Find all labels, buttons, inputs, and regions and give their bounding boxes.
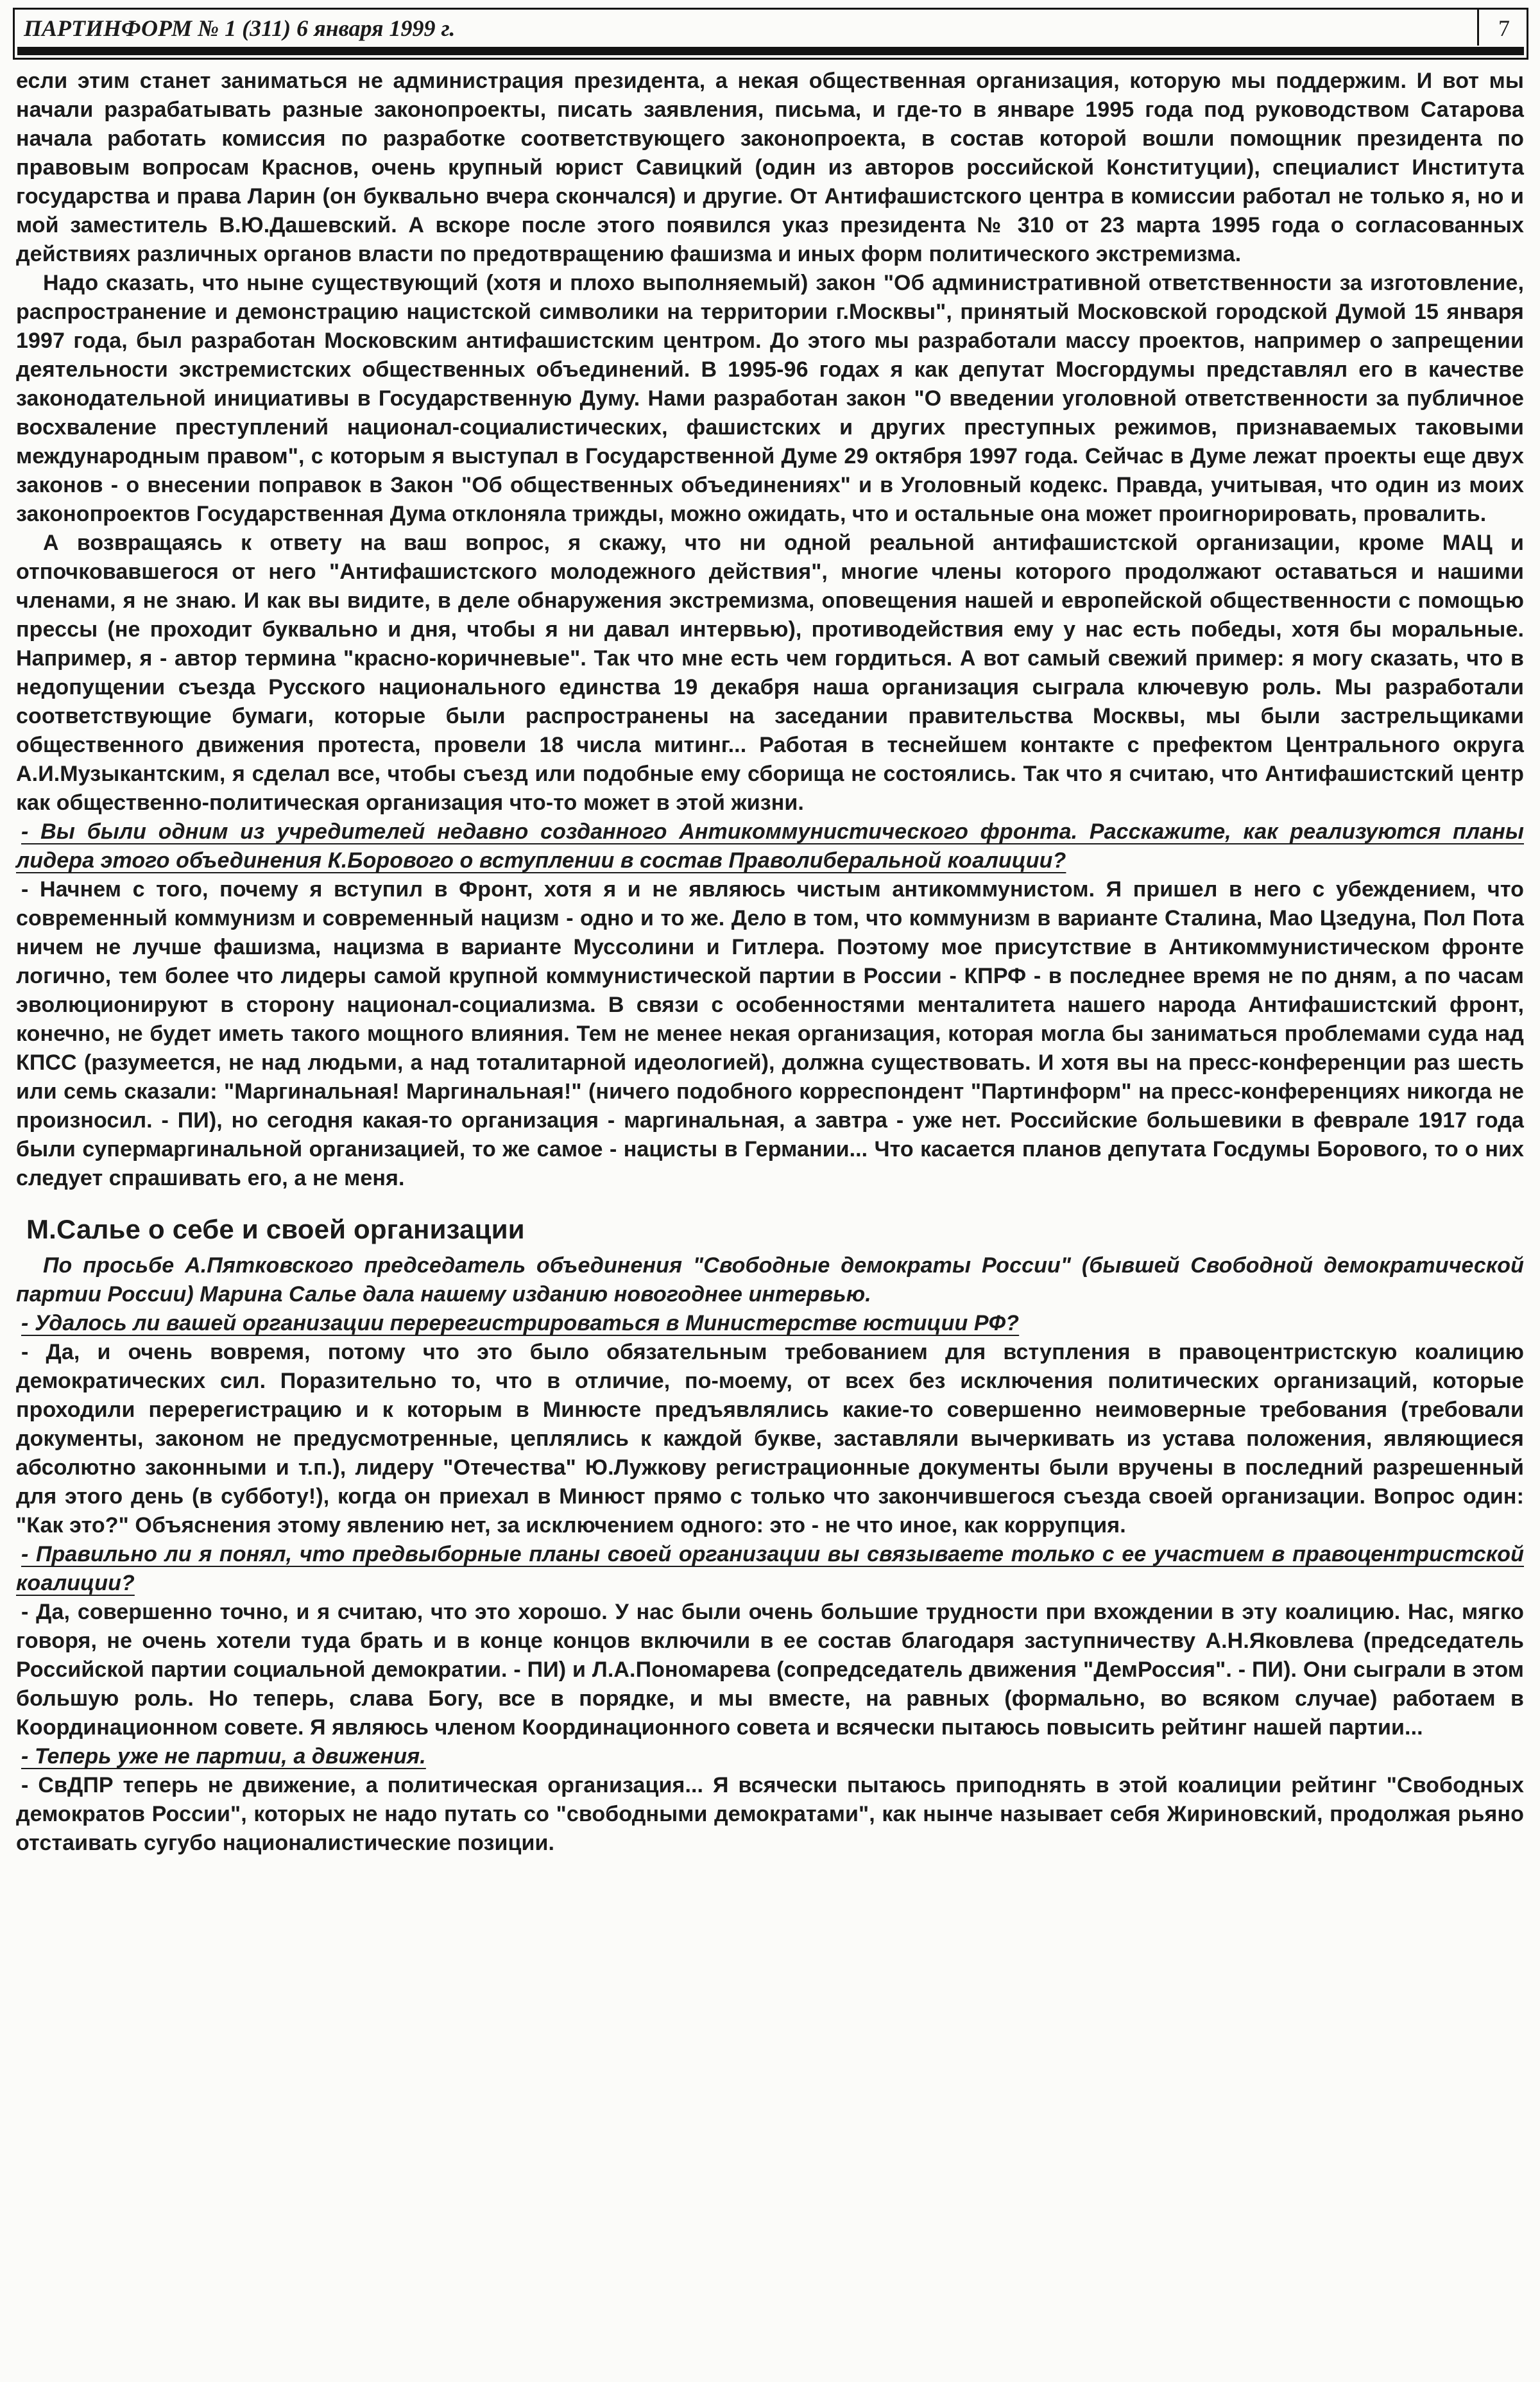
paragraph-body: если этим станет заниматься не администрация президента, а некая общественная организация, которую мы поддержим. И вот мы начали разрабатывать разные законопроекты, писать заявления, письма, и где-то в январе 1995 года под руководством Сатарова начала работать комиссия по разработке соответствующего законопроекта, в состав которой вошли помощник президента по правовым вопросам Краснов, очень крупный юрист Савицкий (один из авторов российской Конституции), специалист Института государства и права Ларин (он буквально вчера скончался) и другие. От Антифашистского центра в комиссии работал не только я, но и мой заместитель В.Ю.Дашевский. А вскоре после этого появился указ президента № 310 от 23 марта 1995 года о согласованных действиях различных органов власти по предотвращению фашизма и иных форм политического экстремизма. (16, 69, 1524, 266)
paragraph-body: Надо сказать, что ныне существующий (хотя и плохо выполняемый) закон "Об административной ответственности за изготовление, распространение и демонстрацию нацистской символики на территории г.Москвы", принятый Московской городской Думой 15 января 1997 года, был разработан Московским антифашистским центром. До этого мы разработали массу проектов, например о запрещении деятельности экстремистских общественных объединений. В 1995-96 годах я как депутат Мосгордумы представлял его в качестве законодательной инициативы в Государственную Думу. Нами разработан закон "О введении уголовной ответственности за публичное восхваление преступлений национал-социалистических, фашистских и других преступных режимов, признаваемых таковыми международным правом", с которым я выступал в Государственной Думе 29 октября 1997 года. Сейчас в Думе лежат проекты еще двух законов - о внесении поправок в Закон "Об общественных объединениях" и в Уголовный кодекс. Правда, учитывая, что один из моих законопроектов Государственная Дума отклоняла трижды, можно ожидать, что и остальные она может проигнорировать, провалить. (16, 271, 1524, 526)
interview-question: - Теперь уже не партии, а движения. (21, 1744, 426, 1769)
section-heading: М.Салье о себе и своей организации (26, 1214, 525, 1244)
interview-question: - Правильно ли я понял, что предвыборные планы своей организации вы связываете только с ее участием в правоцентристской коалиции? (16, 1542, 1524, 1595)
interview-question: - Вы были одним из учредителей недавно созданного Антикоммунистического фронта. Расскажите, как реализуются планы лидера этого объединения К.Борового о вступлении в состав Праволиберальной коалиции? (16, 819, 1524, 873)
interview-answer: - СвДПР теперь не движение, а политическая организация... Я всячески пытаюсь приподнять в этой коалиции рейтинг "Свободных демократов России", которых не надо путать со "свободными демократами", как нынче называет себя Жириновский, продолжая рьяно отстаивать сугубо националистические позиции. (16, 1773, 1524, 1855)
interview-answer: - Да, совершенно точно, и я считаю, что это хорошо. У нас были очень большие трудности при вхождении в эту коалицию. Нас, мягко говоря, не очень хотели туда брать и в конце концов включили в ее состав благодаря заступничеству А.Н.Яковлева (председатель Российской партии социальной демократии. - ПИ) и Л.А.Пономарева (сопредседатель движения "ДемРоссия". - ПИ). Они сыграли в этом большую роль. Но теперь, слава Богу, все в порядке, и мы вместе, на равных (формально, во всяком случае) работаем в Координационном совете. Я являюсь членом Координационного совета и всячески пытаюсь повысить рейтинг нашей партии... (16, 1600, 1524, 1740)
page-header (13, 8, 1528, 60)
interview-answer: - Да, и очень вовремя, потому что это было обязательным требованием для вступления в правоцентристскую коалицию демократических сил. Поразительно то, что в отличие, по-моему, от всех без исключения политических организаций, которые проходили перерегистрацию и к которым в Минюсте предъявлялись какие-то совершенно неимоверные требования (требовали документы, законом не предусмотренные, цеплялись к каждой букве, заставляли вычеркивать из устава положения, являющиеся абсолютно законными и т.п.), лидеру "Отечества" Ю.Лужкову регистрационные документы были вручены в последний разрешенный для этого день (в субботу!), когда он приехал в Минюст прямо с только что закончившегося съезда своей организации. Вопрос один: "Как это?" Объяснения этому явлению нет, за исключением одного: это - не что иное, как коррупция. (16, 1340, 1524, 1538)
page-number: 7 (1477, 10, 1527, 46)
article-content (16, 67, 1524, 1858)
intro-paragraph: По просьбе А.Пятковского председатель объединения "Свободные демократы России" (бывшей Свободной демократической партии России) Марина Салье дала нашему изданию новогоднее интервью. (16, 1253, 1524, 1307)
interview-answer: - Начнем с того, почему я вступил в Фронт, хотя я и не являюсь чистым антикоммунистом. Я пришел в него с убеждением, что современный коммунизм и современный нацизм - одно и то же. Дело в том, что коммунизм в варианте Сталина, Мао Цзедуна, Пол Пота ничем не лучше фашизма, нацизма в варианте Муссолини и Гитлера. Поэтому мое присутствие в Антикоммунистическом фронте логично, тем более что лидеры самой крупной коммунистической партии в России - КПРФ - в последнее время не по дням, а по часам эволюционируют в сторону национал-социализма. В связи с особенностями менталитета нашего народа Антифашистский фронт, конечно, не будет иметь такого мощного влияния. Тем не менее некая организация, которая могла бы заниматься проблемами суда над КПСС (разумеется, не над людьми, а над тоталитарной идеологией), должна существовать. И хотя вы на пресс-конференции раз шесть или семь сказали: "Маргинальная! Маргинальная!" (ничего подобного корреспондент "Партинформ" на пресс-конференциях никогда не произносил. - ПИ), но сегодня какая-то организация - маргинальная, а завтра - уже нет. Российские большевики в феврале 1917 года были супермаргинальной организацией, то же самое - нацисты в Германии... Что касается планов депутата Госдумы Борового, то о них следует спрашивать его, а не меня. (16, 877, 1524, 1190)
interview-question: - Удалось ли вашей организации перерегистрироваться в Министерстве юстиции РФ? (21, 1311, 1020, 1335)
newsletter-title: ПАРТИНФОРМ № 1 (311) 6 января 1999 г. (24, 15, 456, 41)
header-row (15, 10, 1527, 46)
paragraph-body: А возвращаясь к ответу на ваш вопрос, я скажу, что ни одной реальной антифашистской организации, кроме МАЦ и отпочковавшегося от него "Антифашистского молодежного действия", многие члены которого продолжают оставаться и нашими членами, я не знаю. И как вы видите, в деле обнаружения экстремизма, оповещения нашей и европейской общественности с помощью прессы (не проходит буквально и дня, чтобы я ни давал интервью), противодействия ему у нас есть победы, хотя бы моральные. Например, я - автор термина "красно-коричневые". Так что мне есть чем гордиться. А вот самый свежий пример: я могу сказать, что в недопущении съезда Русского национального единства 19 декабря наша организация сыграла ключевую роль. Мы разработали соответствующие бумаги, которые были распространены на заседании правительства Москвы, мы были застрельщиками общественного движения протеста, провели 18 числа митинг... Работая в теснейшем контакте с префектом Центрального округа А.И.Музыкантским, я сделал все, чтобы съезд или подобные ему сборища не состоялись. Так что я считаю, что Антифашистский центр как общественно-политическая организация что-то может в этой жизни. (16, 531, 1524, 815)
header-rule (17, 47, 1524, 55)
